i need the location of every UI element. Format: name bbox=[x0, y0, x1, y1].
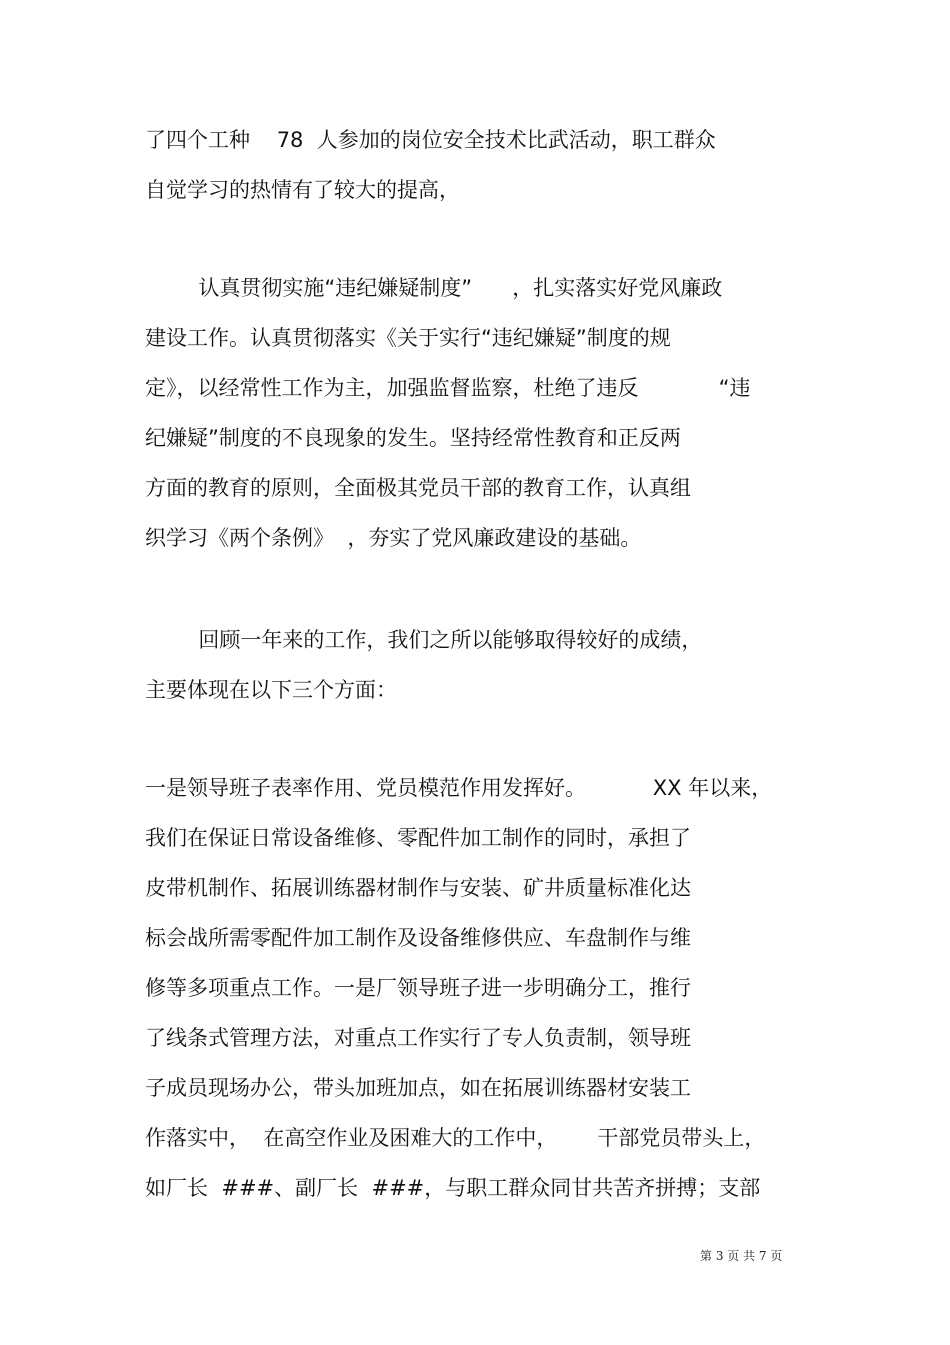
body-text-line: 织学习《两个条例》 ，夯实了党风廉政建设的基础。 bbox=[145, 526, 642, 550]
body-text-line: 标会战所需零配件加工制作及设备维修供应、车盘制作与维 bbox=[145, 926, 691, 950]
body-text-line: 了线条式管理方法，对重点工作实行了专人负责制，领导班 bbox=[145, 1026, 691, 1050]
body-text-line: 如厂长 ###、副厂长 ###，与职工群众同甘共苦齐拼搏；支部 bbox=[145, 1176, 761, 1200]
body-text-line: 修等多项重点工作。一是厂领导班子进一步明确分工，推行 bbox=[145, 976, 691, 1000]
body-text-line: 建设工作。认真贯彻落实《关于实行“违纪嫌疑”制度的规 bbox=[145, 326, 671, 350]
body-text-line: 主要体现在以下三个方面： bbox=[145, 678, 397, 702]
body-text-line: 回顾一年来的工作，我们之所以能够取得较好的成绩， bbox=[145, 628, 703, 652]
body-text-line: 一是领导班子表率作用、党员模范作用发挥好。 XX 年以来， bbox=[145, 776, 773, 800]
body-text-line: 方面的教育的原则，全面极其党员干部的教育工作，认真组 bbox=[145, 476, 691, 500]
body-text-line: 子成员现场办公，带头加班加点，如在拓展训练器材安装工 bbox=[145, 1076, 691, 1100]
body-text-line: 作落实中， 在高空作业及困难大的工作中， 干部党员带头上， bbox=[145, 1126, 766, 1150]
body-text-line: 了四个工种 78 人参加的岗位安全技术比武活动，职工群众 bbox=[145, 128, 716, 152]
body-text-line: 皮带机制作、拓展训练器材制作与安装、矿井质量标准化达 bbox=[145, 876, 691, 900]
body-text-line: 定》，以经常性工作为主，加强监督监察，杜绝了违反 “违 bbox=[145, 376, 751, 400]
body-text-line: 认真贯彻实施“违纪嫌疑制度” ，扎实落实好党风廉政 bbox=[145, 276, 723, 300]
body-text-line: 纪嫌疑”制度的不良现象的发生。坚持经常性教育和正反两 bbox=[145, 426, 681, 450]
body-text-line: 我们在保证日常设备维修、零配件加工制作的同时，承担了 bbox=[145, 826, 691, 850]
body-text-line: 自觉学习的热情有了较大的提高， bbox=[145, 178, 460, 202]
page-number: 第 3 页 共 7 页 bbox=[700, 1249, 783, 1263]
